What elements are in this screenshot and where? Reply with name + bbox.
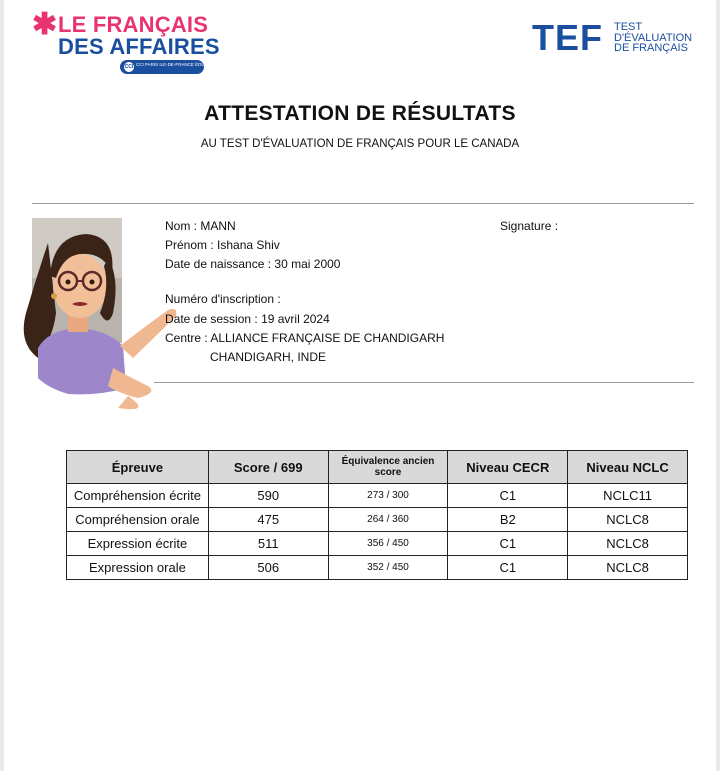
naissance-label: Date de naissance : [165, 257, 272, 271]
tef-caption-line: TEST [614, 21, 643, 33]
epreuve-cell: Expression orale [67, 556, 209, 580]
nom-value: MANN [200, 219, 236, 233]
epreuve-cell: Compréhension écrite [67, 484, 209, 508]
nclc-cell: NCLC8 [568, 556, 688, 580]
page-subtitle: AU TEST D'ÉVALUATION DE FRANÇAIS POUR LE CANADA [200, 138, 520, 150]
candidate-name-row [165, 219, 236, 233]
table-row [67, 484, 688, 508]
centre-city: CHANDIGARH, INDE [210, 350, 327, 364]
ancien-score-cell: 356 / 450 [328, 532, 448, 556]
epreuve-cell: Expression écrite [67, 532, 209, 556]
cecr-cell: C1 [448, 556, 568, 580]
score-cell: 475 [208, 508, 328, 532]
cecr-cell: C1 [448, 532, 568, 556]
candidate-firstname-row [165, 238, 280, 252]
session-value: 19 avril 2024 [261, 312, 330, 326]
inscription-label: Numéro d'inscription : [165, 292, 281, 306]
cecr-cell: B2 [448, 508, 568, 532]
cci-icon: CCI [124, 64, 134, 70]
centre-label: Centre : [165, 331, 208, 345]
signature-label: Signature : [500, 219, 559, 233]
cci-badge-text: CCI PARIS ILE-DE-FRANCE ÉDUCATION [136, 62, 222, 67]
results-table [66, 450, 688, 580]
column-header: Score / 699 [208, 451, 328, 484]
tef-caption-line: D'ÉVALUATION [614, 31, 693, 44]
candidate-registration-row [165, 292, 281, 306]
table-row [67, 508, 688, 532]
ancien-score-cell: 352 / 450 [328, 556, 448, 580]
session-label: Date de session : [165, 312, 258, 326]
divider [154, 382, 694, 383]
session-date-row [165, 312, 330, 326]
centre-city-row [210, 350, 326, 364]
certificate-page [4, 0, 716, 771]
centre-value: ALLIANCE FRANÇAISE DE CHANDIGARH [210, 331, 445, 345]
column-header: Niveau NCLC [568, 451, 688, 484]
asterisk-icon: ✱ [32, 8, 58, 41]
lfda-logo-line1: LE FRANÇAIS [58, 12, 209, 37]
epreuve-cell: Compréhension orale [67, 508, 209, 532]
table-row [67, 556, 688, 580]
cci-badge [120, 60, 222, 74]
nclc-cell: NCLC11 [568, 484, 688, 508]
column-header: Niveau CECR [448, 451, 568, 484]
naissance-value: 30 mai 2000 [274, 257, 341, 271]
score-cell: 506 [208, 556, 328, 580]
column-header: Équivalence ancien score [328, 451, 448, 484]
prenom-label: Prénom : [165, 238, 214, 252]
column-header: Épreuve [67, 451, 209, 484]
table-row [67, 532, 688, 556]
tef-logo-caption [614, 22, 692, 54]
nclc-cell: NCLC8 [568, 508, 688, 532]
nom-label: Nom : [165, 219, 198, 233]
signature-row [500, 219, 558, 233]
tef-caption-line: DE FRANÇAIS [614, 42, 688, 54]
page-title: ATTESTATION DE RÉSULTATS [204, 102, 516, 125]
ancien-score-cell: 273 / 300 [328, 484, 448, 508]
prenom-value: Ishana Shiv [217, 238, 280, 252]
lfda-logo-line2: DES AFFAIRES [58, 34, 220, 59]
nclc-cell: NCLC8 [568, 532, 688, 556]
ancien-score-cell: 264 / 360 [328, 508, 448, 532]
divider [32, 203, 694, 204]
table-header-row [67, 451, 688, 484]
candidate-birthdate-row [165, 257, 340, 271]
score-cell: 590 [208, 484, 328, 508]
tef-logo-main: TEF [532, 17, 603, 58]
score-cell: 511 [208, 532, 328, 556]
cecr-cell: C1 [448, 484, 568, 508]
centre-row [165, 331, 444, 345]
